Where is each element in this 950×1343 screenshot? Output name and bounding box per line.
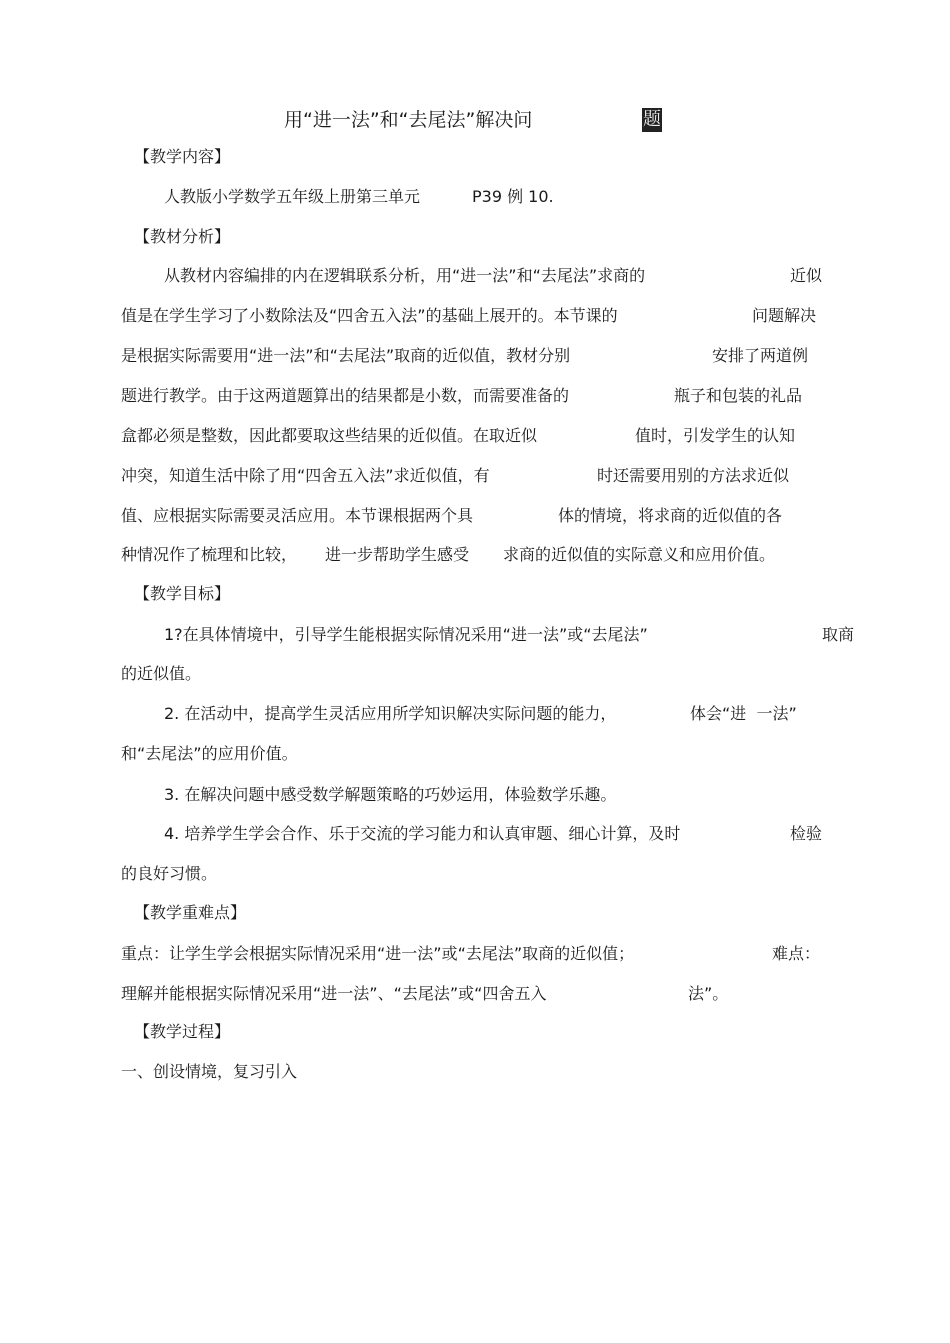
goal-1-line-2: 的近似值。 [121,664,202,683]
goal-4-line-1b: 检验 [790,824,823,843]
analysis-line-6a: 冲突，知道生活中除了用“四舍五入法”求近似值，有 [121,466,490,485]
keypoints-line-1a: 重点：让学生学会根据实际情况采用“进一法”或“去尾法”取商的近似值； [121,944,635,963]
keypoints-line-1b: 难点： [772,944,821,963]
goal-1-line-1a: 1?在具体情境中，引导学生能根据实际情况采用“进一法”或“去尾法” [164,625,648,644]
analysis-line-7b: 体的情境，将求商的近似值的各 [558,506,783,525]
analysis-line-2b: 问题解决 [752,306,817,325]
section-heading-goals: 【教学目标】 [134,584,231,603]
goal-2-line-1a: 2. 在活动中，提高学生灵活应用所学知识解决实际问题的能力， [164,704,617,723]
analysis-line-3a: 是根据实际需要用“进一法”和“去尾法”取商的近似值，教材分别 [121,346,571,365]
analysis-line-5b: 值时，引发学生的认知 [635,426,796,445]
analysis-line-5a: 盒都必须是整数，因此都要取这些结果的近似值。在取近似 [121,426,538,445]
process-step-1: 一、创设情境，复习引入 [121,1062,298,1081]
goal-2-line-1b: 体会“进 一法” [690,704,797,723]
analysis-line-6b: 时还需要用别的方法求近似 [597,466,790,485]
content-text-a: 人教版小学数学五年级上册第三单元 [164,187,421,206]
keypoints-line-2a: 理解并能根据实际情况采用“进一法”、“去尾法”或“四舍五入 [121,984,547,1003]
page-title: 用“进一法”和“去尾法”解决问 [284,109,533,131]
analysis-line-8c: 求商的近似值的实际意义和应用价值。 [503,545,776,564]
goal-4-line-1a: 4. 培养学生学会合作、乐于交流的学习能力和认真审题、细心计算，及时 [164,824,681,843]
analysis-line-1b: 近似 [790,266,823,285]
analysis-line-8b: 进一步帮助学生感受 [325,545,470,564]
goal-2-line-2: 和“去尾法”的应用价值。 [121,744,298,763]
section-heading-keypoints: 【教学重难点】 [134,903,247,922]
section-heading-analysis: 【教材分析】 [134,227,231,246]
goal-3-line-1: 3. 在解决问题中感受数学解题策略的巧妙运用，体验数学乐趣。 [164,785,617,804]
content-text-b: P39 例 10. [472,187,554,206]
analysis-line-3b: 安排了两道例 [712,346,809,365]
analysis-line-7a: 值、应根据实际需要灵活应用。本节课根据两个具 [121,506,474,525]
goal-1-line-1b: 取商 [822,625,855,644]
page-title-last-char: 题 [643,109,661,130]
analysis-line-4a: 题进行教学。由于这两道题算出的结果都是小数，而需要准备的 [121,386,570,405]
keypoints-line-2b: 法”。 [688,984,729,1003]
goal-4-line-2: 的良好习惯。 [121,864,218,883]
section-heading-content: 【教学内容】 [134,147,231,166]
analysis-line-8a: 种情况作了梳理和比较， [121,545,298,564]
analysis-line-2a: 值是在学生学习了小数除法及“四舍五入法”的基础上展开的。本节课的 [121,306,618,325]
analysis-line-4b: 瓶子和包装的礼品 [674,386,803,405]
section-heading-process: 【教学过程】 [134,1022,231,1041]
analysis-line-1a: 从教材内容编排的内在逻辑联系分析，用“进一法”和“去尾法”求商的 [164,266,646,285]
